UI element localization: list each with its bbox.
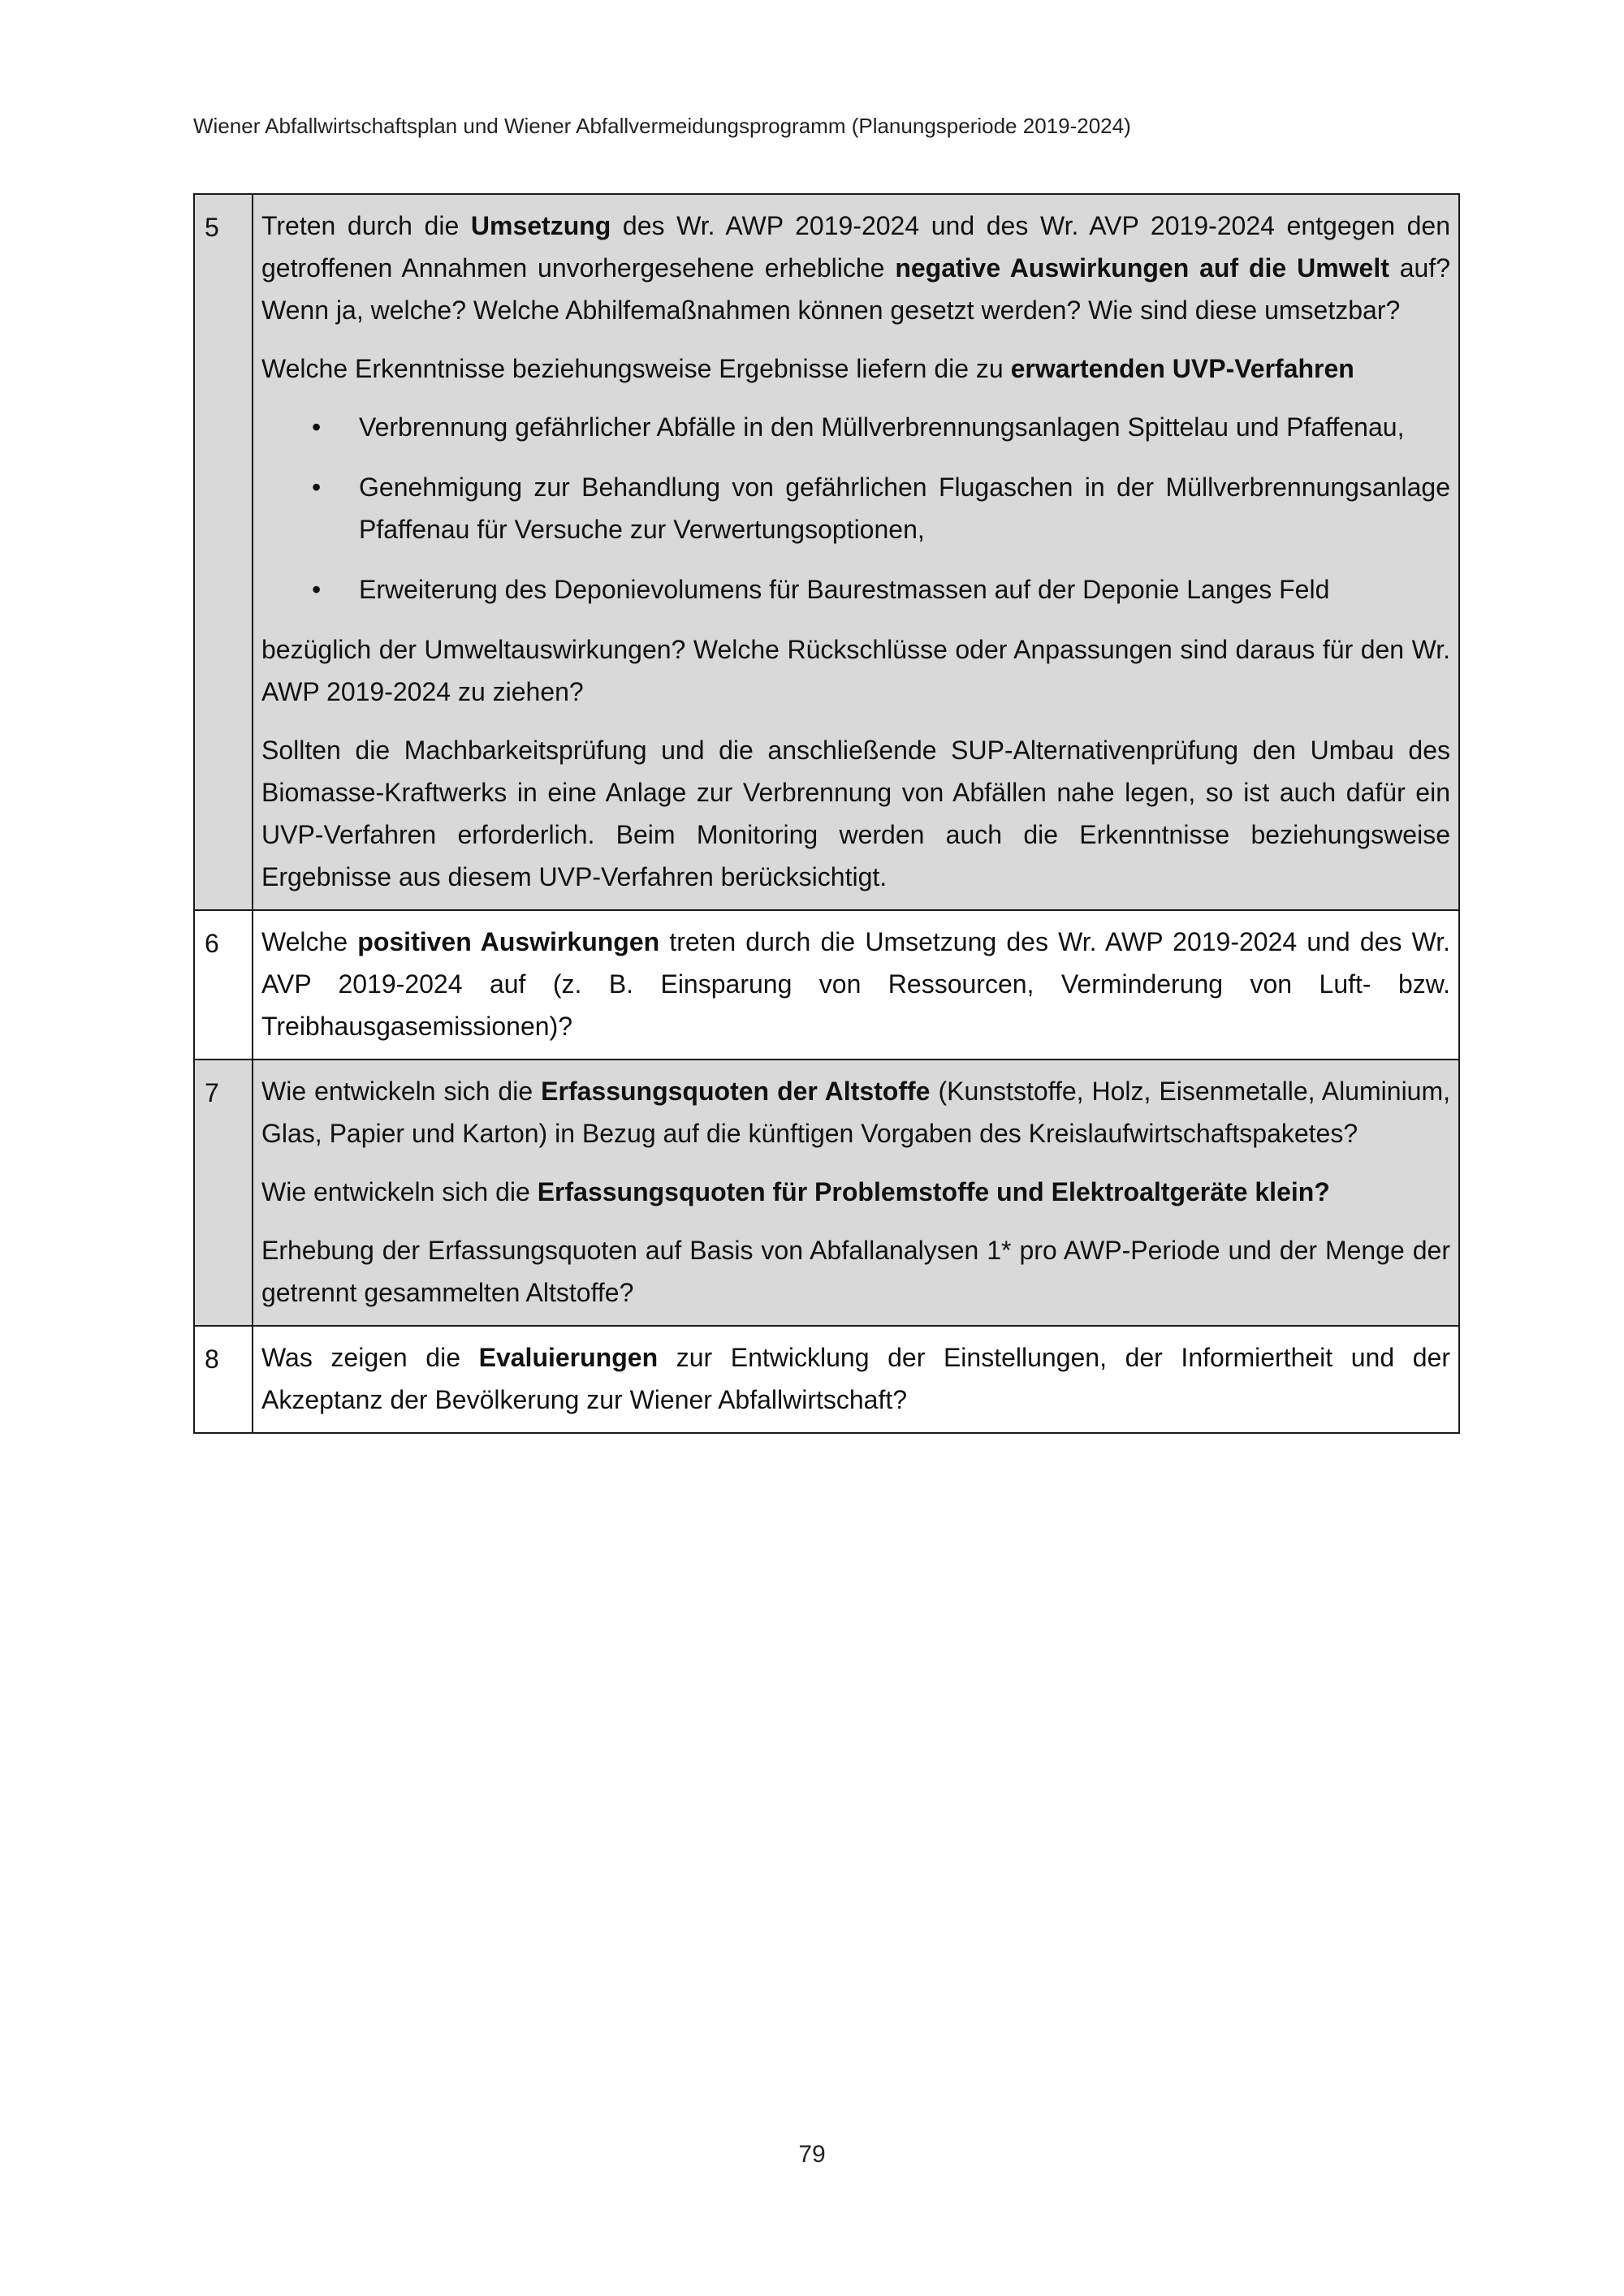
page-number: 79 <box>798 2141 826 2168</box>
bullet-icon: • <box>312 473 322 502</box>
table-row-5 <box>194 194 1459 910</box>
note-paragraph: Sollten die Machbarkeitsprüfung und die anschließende SUP-Alternativenprüfung den Umbau des Biomasse-Kraftwerks in eine Anlage zur Verbrennung von Abfällen nahe legen, so ist auch dafür ein UVP-Verfahren erforderlich. Beim Monitoring werden auch die Erkenntnisse beziehungsweise Ergebnisse aus diesem UVP-Verfahren berücksichtigt. <box>261 736 1450 891</box>
question-paragraph: Treten durch die Umsetzung des Wr. AWP 2019-2024 und des Wr. AVP 2019-2024 entgegen den getroffenen Annahmen unvorhergesehene erhebliche negative Auswirkungen auf die Umwelt auf? Wenn ja, welche? Welche Abhilfemaßnahmen können gesetzt werden? Wie sind diese umsetzbar? <box>261 211 1451 325</box>
bullet-icon: • <box>312 575 322 604</box>
row-number-8: 8 <box>194 1326 253 1433</box>
question-paragraph: Welche positiven Auswirkungen treten durch die Umsetzung des Wr. AWP 2019-2024 und des Wr. AVP 2019-2024 auf (z. B. Einsparung von Ressourcen, Verminderung von Luft- bzw. Treibhausgasemissionen)? <box>261 927 1451 1041</box>
table-row-8 <box>194 1326 1459 1433</box>
row-content-5 <box>253 194 1459 910</box>
table-row-6 <box>194 910 1459 1060</box>
page-header: Wiener Abfallwirtschaftsplan und Wiener Abfallvermeidungsprogramm (Planungsperiode 2019-2024) <box>193 114 1131 138</box>
row-number-6: 6 <box>194 910 253 1060</box>
row-content-8 <box>253 1326 1459 1433</box>
question-paragraph: Was zeigen die Evaluierungen zur Entwicklung der Einstellungen, der Informiertheit und der Akzeptanz der Bevölkerung zur Wiener Abfallwirtschaft? <box>261 1343 1451 1414</box>
question-paragraph: Wie entwickeln sich die Erfassungsquoten für Problemstoffe und Elektroaltgeräte klein? <box>261 1177 1330 1206</box>
row-content-7 <box>253 1060 1459 1326</box>
list-item: • Genehmigung zur Behandlung von gefährlichen Flugaschen in der Müllverbrennungsanlage Pfaffenau für Versuche zur Verwertungsoptionen, <box>261 466 1450 550</box>
row-number-7: 7 <box>194 1060 253 1326</box>
question-paragraph: Wie entwickeln sich die Erfassungsquoten der Altstoffe (Kunststoffe, Holz, Eisenmetalle, Aluminium, Glas, Papier und Karton) in Bezug auf die künftigen Vorgaben des Kreislaufwirtschaftspaketes? <box>261 1077 1451 1148</box>
bullet-icon: • <box>312 412 322 442</box>
uvp-procedure-list <box>261 406 1450 611</box>
monitoring-questions-table <box>193 193 1460 1434</box>
note-paragraph: Erhebung der Erfassungsquoten auf Basis von Abfallanalysen 1* pro AWP-Periode und der Menge der getrennt gesammelten Altstoffe? <box>261 1236 1450 1307</box>
question-paragraph: Welche Erkenntnisse beziehungsweise Ergebnisse liefern die zu erwartenden UVP-Verfahren <box>261 354 1354 383</box>
table-row-7 <box>194 1060 1459 1326</box>
list-item: • Verbrennung gefährlicher Abfälle in den Müllverbrennungsanlagen Spittelau und Pfaffenau, <box>261 406 1450 448</box>
question-paragraph: bezüglich der Umweltauswirkungen? Welche Rückschlüsse oder Anpassungen sind daraus für den Wr. AWP 2019-2024 zu ziehen? <box>261 635 1450 706</box>
row-number-5: 5 <box>194 194 253 910</box>
row-content-6 <box>253 910 1459 1060</box>
list-item: • Erweiterung des Deponievolumens für Baurestmassen auf der Deponie Langes Feld <box>261 568 1450 611</box>
